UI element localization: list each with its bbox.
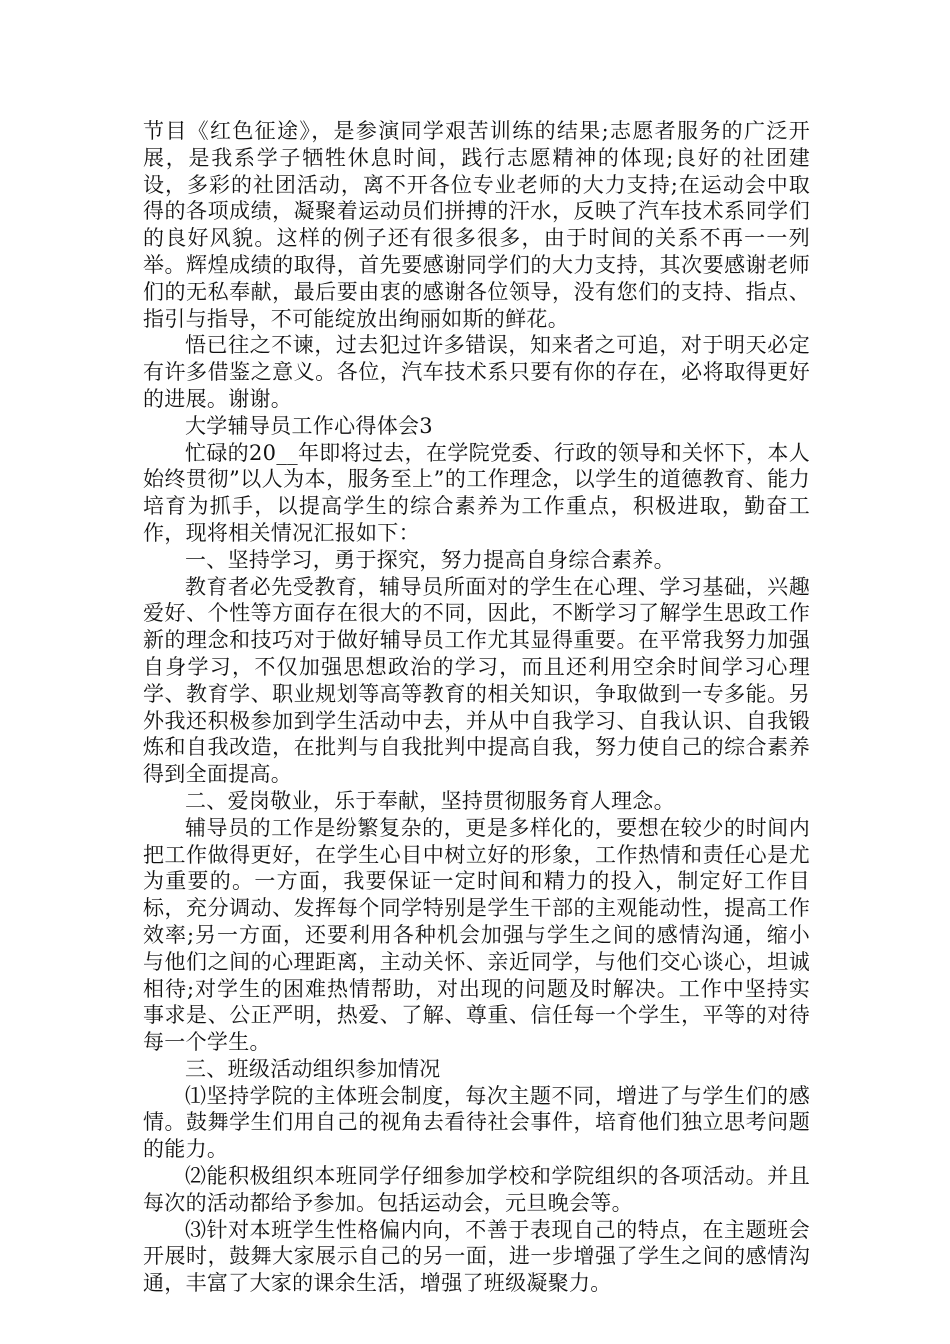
document-body	[143, 118, 810, 1297]
paragraph-continuation: 节目《红色征途》，是参演同学艰苦训练的结果;志愿者服务的广泛开展，是我系学子牺牲休息时间，践行志愿精神的体现;良好的社团建设，多彩的社团活动，离不开各位专业老师的大力支持;在运动会中取得的各项成绩，凝聚着运动员们拼搏的汗水，反映了汽车技术系同学们的良好风貌。这样的例子还有很多很多，由于时间的关系不再一一列举。辉煌成绩的取得，首先要感谢同学们的大力支持，其次要感谢老师们的无私奉献，最后要由衷的感谢各位领导，没有您们的支持、指点、指引与指导，不可能绽放出绚丽如斯的鲜花。	[143, 119, 810, 331]
paragraph-study: 教育者必先受教育，辅导员所面对的学生在心理、学习基础，兴趣爱好、个性等方面存在很大的不同，因此，不断学习了解学生思政工作新的理念和技巧对于做好辅导员工作尤其显得重要。在平常我努力加强自身学习，不仅加强思想政治的学习，而且还利用空余时间学习心理学、教育学、职业规划等高等教育的相关知识，争取做到一专多能。另外我还积极参加到学生活动中去，并从中自我学习、自我认识、自我锻炼和自我改造，在批判与自我批判中提高自我，努力使自己的综合素养得到全面提高。	[143, 574, 810, 787]
section-title: 大学辅导员工作心得体会3	[185, 413, 433, 438]
heading-two: 二、爱岗敬业，乐于奉献，坚持贯彻服务育人理念。	[185, 788, 675, 813]
paragraph-closing: 悟已往之不谏，过去犯过许多错误，知来者之可追，对于明天必定有许多借鉴之意义。各位，汽车技术系只要有你的存在，必将取得更好的进展。谢谢。	[143, 333, 810, 411]
list-item-1: ⑴坚持学院的主体班会制度，每次主题不同，增进了与学生们的感情。鼓舞学生们用自己的视角去看待社会事件，培育他们独立思考问题的能力。	[143, 1083, 810, 1162]
heading-one: 一、坚持学习，勇于探究，努力提高自身综合素养。	[185, 547, 675, 572]
paragraph-intro: 忙碌的20__年即将过去，在学院党委、行政的领导和关怀下，本人始终贯彻”以人为本，服务至上”的工作理念，以学生的道德教育、能力培育为抓手，以提高学生的综合素养为工作重点，积极进取，勤奋工作，现将相关情况汇报如下：	[143, 440, 810, 545]
list-item-2: ⑵能积极组织本班同学仔细参加学校和学院组织的各项活动。并且每次的活动都给予参加。包括运动会，元旦晚会等。	[143, 1164, 810, 1215]
paragraph-dedication: 辅导员的工作是纷繁复杂的，更是多样化的，要想在较少的时间内把工作做得更好，在学生心目中树立好的形象，工作热情和责任心是尤为重要的。一方面，我要保证一定时间和精力的投入，制定好工作目标，充分调动、发挥每个同学特别是学生干部的主观能动性，提高工作效率;另一方面，还要利用各种机会加强与学生之间的感情沟通，缩小与他们之间的心理距离，主动关怀、亲近同学，与他们交心谈心，坦诚相待;对学生的困难热情帮助，对出现的问题及时解决。工作中坚持实事求是、公正严明，热爱、了解、尊重、信任每一个学生，平等的对待每一个学生。	[143, 815, 810, 1055]
heading-three: 三、班级活动组织参加情况	[185, 1056, 441, 1081]
list-item-3: ⑶针对本班学生性格偏内向，不善于表现自己的特点，在主题班会开展时，鼓舞大家展示自己的另一面，进一步增强了学生之间的感情沟通，丰富了大家的课余生活，增强了班级凝聚力。	[143, 1217, 810, 1296]
